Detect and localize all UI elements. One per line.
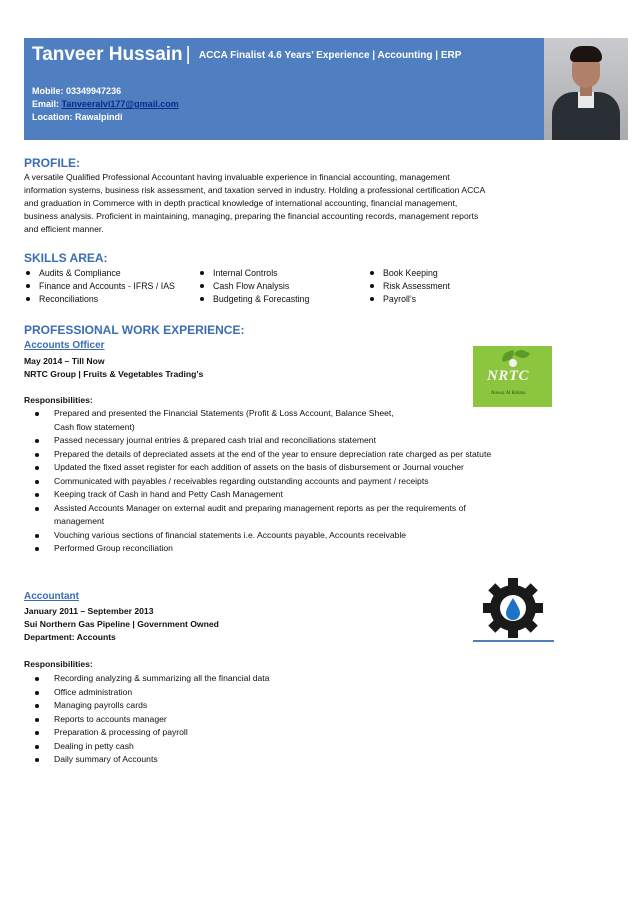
job-dates: January 2011 – September 2013 — [24, 606, 154, 616]
skill-item — [200, 281, 289, 291]
list-item: Managing payrolls cards — [24, 699, 424, 713]
responsibilities-label: Responsibilities: — [24, 395, 93, 405]
skill-label: Payroll’s — [383, 294, 417, 304]
skill-item — [370, 268, 438, 278]
candidate-name-line — [32, 44, 461, 66]
job-department: Department: Accounts — [24, 632, 116, 642]
profile-line: and graduation in Commerce with in depth practical knowledge of international accounting, financial management, — [24, 198, 458, 208]
skill-label: Risk Assessment — [383, 281, 450, 291]
fruit-icon — [509, 359, 517, 367]
contact-block — [32, 85, 179, 124]
skill-item — [200, 268, 278, 278]
skill-label: Book Keeping — [383, 268, 438, 278]
list-item: Office administration — [24, 686, 424, 700]
skill-item — [26, 294, 98, 304]
list-item: Vouching various sections of financial statements i.e. Accounts payable, Accounts receivable — [24, 529, 564, 543]
leaf-icon — [514, 347, 530, 360]
skill-label: Reconciliations — [39, 294, 99, 304]
job-dates: May 2014 – Till Now — [24, 356, 105, 366]
skill-label: Budgeting & Forecasting — [213, 294, 310, 304]
list-item: Communicated with payables / receivables regarding outstanding accounts and payment / receipts — [24, 475, 564, 489]
location-value: Rawalpindi — [75, 112, 123, 122]
skill-item — [200, 294, 309, 304]
candidate-tagline: ACCA Finalist 4.6 Years’ Experience | Accounting | ERP — [198, 50, 462, 61]
profile-photo — [544, 38, 628, 140]
responsibilities-list — [24, 672, 424, 767]
skill-item — [26, 281, 175, 291]
job-company: Sui Northern Gas Pipeline | Government Owned — [24, 619, 219, 629]
header-banner — [24, 38, 628, 140]
list-item: Updated the fixed asset register for each addition of assets on the basis of disbursement or Journal voucher — [24, 461, 564, 475]
location-label: Location: — [32, 112, 73, 122]
mobile-line — [32, 85, 179, 98]
skill-label: Audits & Compliance — [39, 268, 121, 278]
list-item: Prepared the details of depreciated assets at the end of the year to ensure depreciation rate charged as per statute — [24, 448, 564, 462]
mobile-label: Mobile: — [32, 86, 64, 96]
email-label: Email: — [32, 99, 60, 109]
bullet-icon — [370, 271, 374, 275]
nrtc-logo-subtext: Nawaz Al Rahma — [491, 391, 526, 396]
profile-line: information systems, business risk assessment, and taxation served in industry. Holding a professional certification ACCA — [24, 185, 486, 195]
list-item: Assisted Accounts Manager on external audit and preparing management reports as per the requirements of — [24, 502, 564, 516]
list-item: Preparation & processing of payroll — [24, 726, 424, 740]
nrtc-logo-text: NRTC — [487, 368, 530, 384]
list-item: Passed necessary journal entries & prepared cash trial and reconciliations statement — [24, 434, 564, 448]
email-line — [32, 98, 179, 111]
skill-item — [26, 268, 121, 278]
photo-hair — [570, 46, 602, 62]
list-item: Reports to accounts manager — [24, 713, 424, 727]
responsibilities-list — [24, 407, 564, 556]
skills-heading: SKILLS AREA: — [24, 251, 108, 265]
job-title: Accountant — [24, 591, 79, 602]
profile-line: business analysis. Proficient in maintaining, managing, preparing the financial accounting records, management reports — [24, 211, 479, 221]
bullet-icon — [370, 284, 374, 288]
list-item: Daily summary of Accounts — [24, 753, 424, 767]
bullet-icon — [26, 271, 30, 275]
list-item: Prepared and presented the Financial Statements (Profit & Loss Account, Balance Sheet, — [24, 407, 564, 421]
email-link[interactable]: Tanveeralvi177@gmail.com — [61, 99, 179, 109]
list-item: Recording analyzing & summarizing all the financial data — [24, 672, 424, 686]
list-item-continuation — [24, 421, 564, 435]
skill-label: Cash Flow Analysis — [213, 281, 290, 291]
skill-item — [370, 281, 450, 291]
bullet-icon — [200, 284, 204, 288]
list-item-text: management — [54, 516, 105, 526]
bullet-icon — [370, 297, 374, 301]
list-item: Dealing in petty cash — [24, 740, 424, 754]
experience-heading: PROFESSIONAL WORK EXPERIENCE: — [24, 323, 245, 337]
skill-label: Internal Controls — [213, 268, 278, 278]
sui-northern-logo — [473, 576, 554, 642]
skill-label: Finance and Accounts - IFRS / IAS — [39, 281, 175, 291]
bullet-icon — [26, 284, 30, 288]
name-separator: | — [185, 44, 191, 65]
gear-icon — [473, 576, 554, 640]
responsibilities-label: Responsibilities: — [24, 659, 93, 669]
list-item-continuation — [24, 515, 564, 529]
list-item: Keeping track of Cash in hand and Petty Cash Management — [24, 488, 564, 502]
profile-line: and efficient manner. — [24, 224, 104, 234]
profile-heading: PROFILE: — [24, 156, 80, 170]
mobile-value: 03349947236 — [66, 86, 122, 96]
bullet-icon — [26, 297, 30, 301]
job-title: Accounts Officer — [24, 340, 105, 351]
logo-underline — [473, 640, 554, 642]
list-item: Performed Group reconciliation — [24, 542, 564, 556]
bullet-icon — [200, 271, 204, 275]
location-line — [32, 111, 179, 124]
profile-text — [24, 171, 554, 236]
nrtc-logo — [473, 346, 552, 407]
job-company: NRTC Group | Fruits & Vegetables Trading’s — [24, 369, 204, 379]
candidate-name: Tanveer Hussain — [32, 44, 183, 65]
list-item-text: Cash flow statement) — [54, 421, 135, 432]
bullet-icon — [200, 297, 204, 301]
profile-line: A versatile Qualified Professional Accountant having invaluable experience in financial accounting, management — [24, 172, 450, 182]
skill-item — [370, 294, 416, 304]
